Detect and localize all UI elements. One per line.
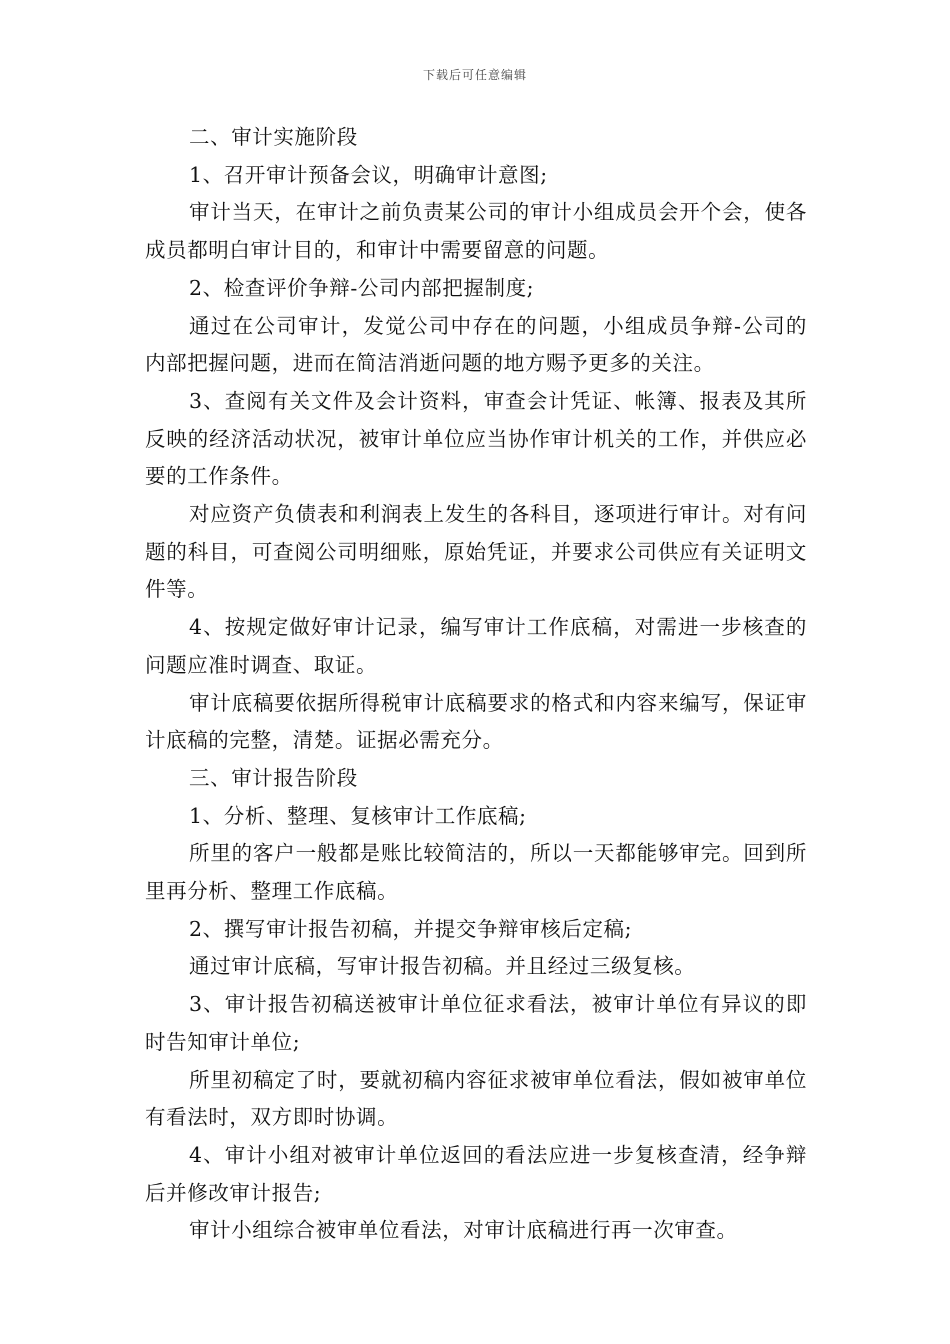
section-heading-implementation: 二、审计实施阶段 [189,125,358,149]
paragraph-report-step-2-detail: 通过审计底稿，写审计报告初稿。并且经过三级复核。 [189,954,696,979]
paragraph-report-step-2: 2、撰写审计报告初稿，并提交争辩审核后定稿; [189,916,633,941]
paragraph-step-3-detail: 对应资产负债表和利润表上发生的各科目，逐项进行审计。对有问题的科目，可查阅公司明细账，原始凭证，并要求公司供应有关证明文件等。 [145,502,807,602]
paragraph-report-step-1-detail: 所里的客户一般都是账比较简洁的，所以一天都能够审完。回到所里再分析、整理工作底稿。 [145,841,807,904]
paragraph-report-step-3: 3、审计报告初稿送被审计单位征求看法，被审计单位有异议的即时告知审计单位; [145,992,807,1054]
paragraph-report-step-1: 1、分析、整理、复核审计工作底稿; [189,803,527,828]
section-heading-report: 三、审计报告阶段 [189,765,358,790]
document-body [145,119,807,1250]
paragraph-step-4-detail: 审计底稿要依据所得税审计底稿要求的格式和内容来编写，保证审计底稿的完整，清楚。证据必需充分。 [145,690,807,753]
paragraph-step-2-detail: 通过在公司审计，发觉公司中存在的问题，小组成员争辩-公司的内部把握问题，进而在简洁消逝问题的地方赐予更多的关注。 [145,313,807,376]
paragraph-step-1-detail: 审计当天，在审计之前负责某公司的审计小组成员会开个会，使各成员都明白审计目的，和审计中需要留意的问题。 [145,200,807,263]
paragraph-step-3: 3、查阅有关文件及会计资料，审查会计凭证、帐簿、报表及其所反映的经济活动状况，被审计单位应当协作审计机关的工作，并供应必要的工作条件。 [145,388,807,489]
paragraph-step-1: 1、召开审计预备会议，明确审计意图; [189,162,548,187]
paragraph-step-2: 2、检查评价争辩-公司内部把握制度; [189,275,535,300]
paragraph-report-step-3-detail: 所里初稿定了时，要就初稿内容征求被审单位看法，假如被审单位有看法时，双方即时协调。 [145,1067,807,1130]
paragraph-step-4: 4、按规定做好审计记录，编写审计工作底稿，对需进一步核查的问题应准时调查、取证。 [145,615,807,677]
paragraph-report-step-4: 4、审计小组对被审计单位返回的看法应进一步复核查清，经争辩后并修改审计报告; [145,1142,807,1205]
page-header: 下载后可任意编辑 [422,68,527,82]
paragraph-report-step-4-detail: 审计小组综合被审单位看法，对审计底稿进行再一次审查。 [189,1218,738,1243]
